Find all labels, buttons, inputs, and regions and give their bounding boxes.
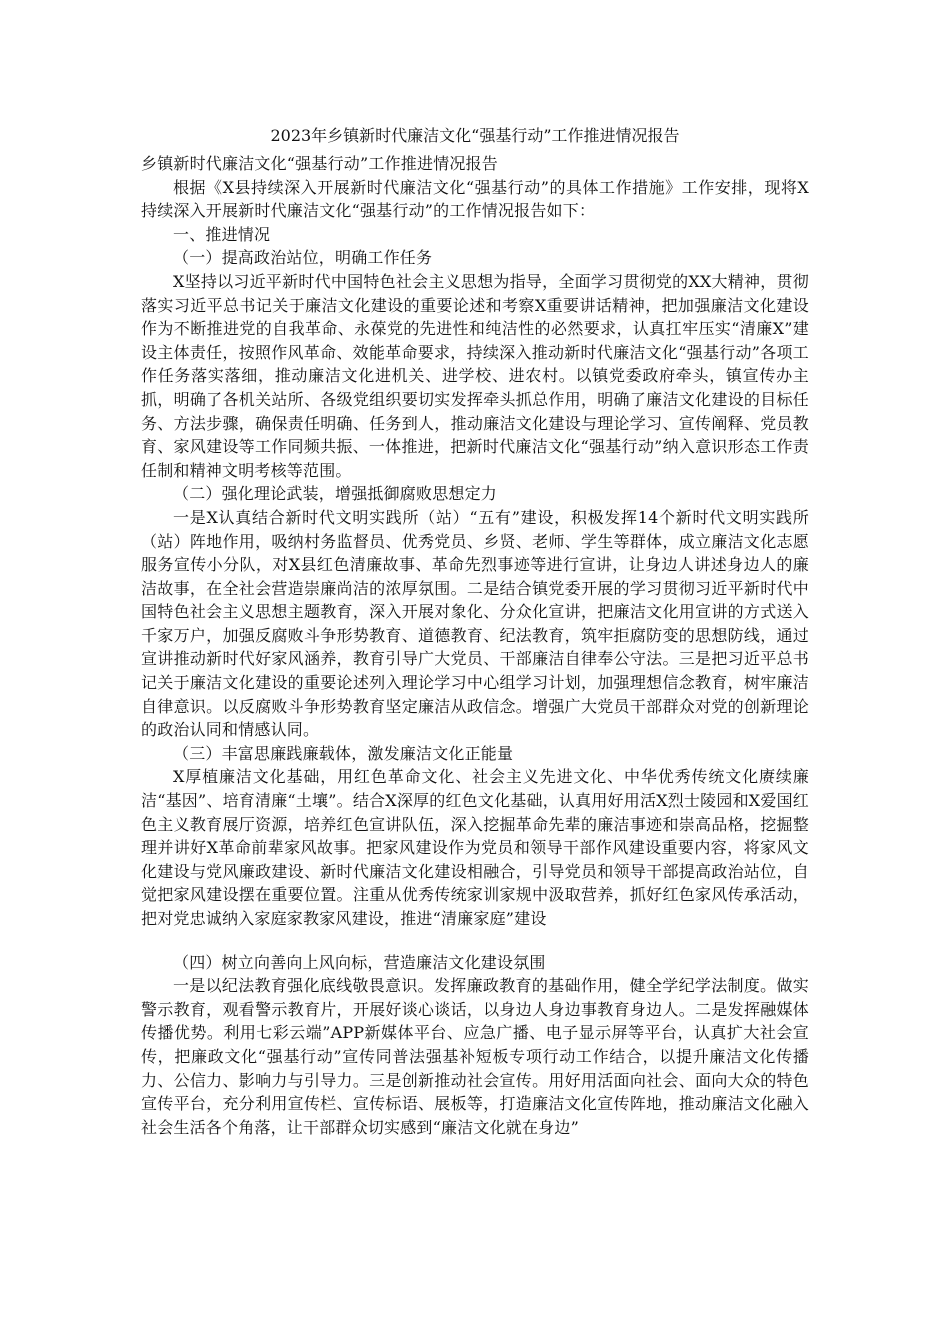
subsection-heading-4: （四）树立向善向上风向标，营造廉洁文化建设氛围 [173, 952, 546, 972]
section-heading-1: 一、推进情况 [173, 224, 271, 244]
subsection-body-2: 一是X认真结合新时代文明实践所（站）“五有”建设，积极发挥14个新时代文明实践所（站）阵地作用，吸纳村务监督员、优秀党员、乡贤、老师、学生等群体，成立廉洁文化志愿服务宣传小分队，对X县红色清廉故事、革命先烈事迹等进行宣讲，让身边人讲述身边人的廉洁故事，在全社会营造崇廉尚洁的浓厚氛围。二是结合镇党委开展的学习贯彻习近平新时代中国特色社会主义思想主题教育，深入开展对象化、分众化宣讲，把廉洁文化用宣讲的方式送入千家万户，加强反腐败斗争形势教育、道德教育、纪法教育，筑牢拒腐防变的思想防线，通过宣讲推动新时代好家风涵养，教育引导广大党员、干部廉洁自律奉公守法。三是把习近平总书记关于廉洁文化建设的重要论述列入理论学习中心组学习计划，加强理想信念教育，树牢廉洁自律意识。以反腐败斗争形势教育坚定廉洁从政信念。增强广大党员干部群众对党的创新理论的政治认同和情感认同。 [141, 507, 809, 740]
intro-paragraph: 根据《X县持续深入开展新时代廉洁文化“强基行动”的具体工作措施》工作安排，现将X持续深入开展新时代廉洁文化“强基行动”的工作情况报告如下： [141, 177, 809, 221]
subsection-heading-1: （一）提高政治站位，明确工作任务 [173, 248, 433, 268]
subsection-body-4: 一是以纪法教育强化底线敬畏意识。发挥廉政教育的基础作用，健全学纪学法制度。做实警示教育，观看警示教育片，开展好谈心谈话，以身边人身边事教育身边人。二是发挥融媒体传播优势。利用七彩云端”APP新媒体平台、应急广播、电子显示屏等平台，认真扩大社会宣传，把廉政文化“强基行动”宣传同普法强基补短板专项行动工作结合，以提升廉洁文化传播力、公信力、影响力与引导力。三是创新推动社会宣传。用好用活面向社会、面向大众的特色宣传平台，充分利用宣传栏、宣传标语、展板等，打造廉洁文化宣传阵地，推动廉洁文化融入社会生活各个角落，让干部群众切实感到“廉洁文化就在身边” [141, 976, 809, 1137]
subsection-body-3: X厚植廉洁文化基础，用红色革命文化、社会主义先进文化、中华优秀传统文化赓续廉洁“基因”、培育清廉“土壤”。结合X深厚的红色文化基础，认真用好用活X烈士陵园和X爱国红色主义教育展厅资源，培养红色宣讲队伍，深入挖掘革命先辈的廉洁事迹和崇高品格，挖掘整理并讲好X革命前辈家风故事。把家风建设作为党员和领导干部作风建设重要内容，将家风文化建设与党风廉政建设、新时代廉洁文化建设相融合，引导党员和领导干部提高政治站位，自觉把家风建设摆在重要位置。注重从优秀传统家训家规中汲取营养，抓好红色家风传承活动，把对党忠诚纳入家庭家教家风建设，推进“清廉家庭”建设 [141, 767, 809, 928]
subsection-heading-2: （二）强化理论武装，增强抵御腐败思想定力 [173, 484, 498, 504]
document-title: 2023年乡镇新时代廉洁文化“强基行动”工作推进情况报告 [270, 126, 680, 145]
subsection-body-1: X坚持以习近平新时代中国特色社会主义思想为指导，全面学习贯彻党的XX大精神，贯彻落实习近平总书记关于廉洁文化建设的重要论述和考察X重要讲话精神，把加强廉洁文化建设作为不断推进党的自我革命、永葆党的先进性和纯洁性的必然要求，认真扛牢压实“清廉X”建设主体责任，按照作风革命、效能革命要求，持续深入推动新时代廉洁文化“强基行动”各项工作任务落实落细，推动廉洁文化进机关、进学校、进农村。以镇党委政府牵头，镇宣传办主抓，明确了各机关站所、各级党组织要切实发挥牵头抓总作用，明确了廉洁文化建设的目标任务、方法步骤，确保责任明确、任务到人，推动廉洁文化建设与理论学习、宣传阐释、党员教育、家风建设等工作同频共振、一体推进，把新时代廉洁文化“强基行动”纳入意识形态工作责任制和精神文明考核等范围。 [141, 271, 809, 480]
document-subtitle: 乡镇新时代廉洁文化“强基行动”工作推进情况报告 [141, 154, 498, 173]
subsection-heading-3: （三）丰富思廉践廉载体，激发廉洁文化正能量 [173, 743, 514, 763]
document-page [141, 124, 809, 1139]
